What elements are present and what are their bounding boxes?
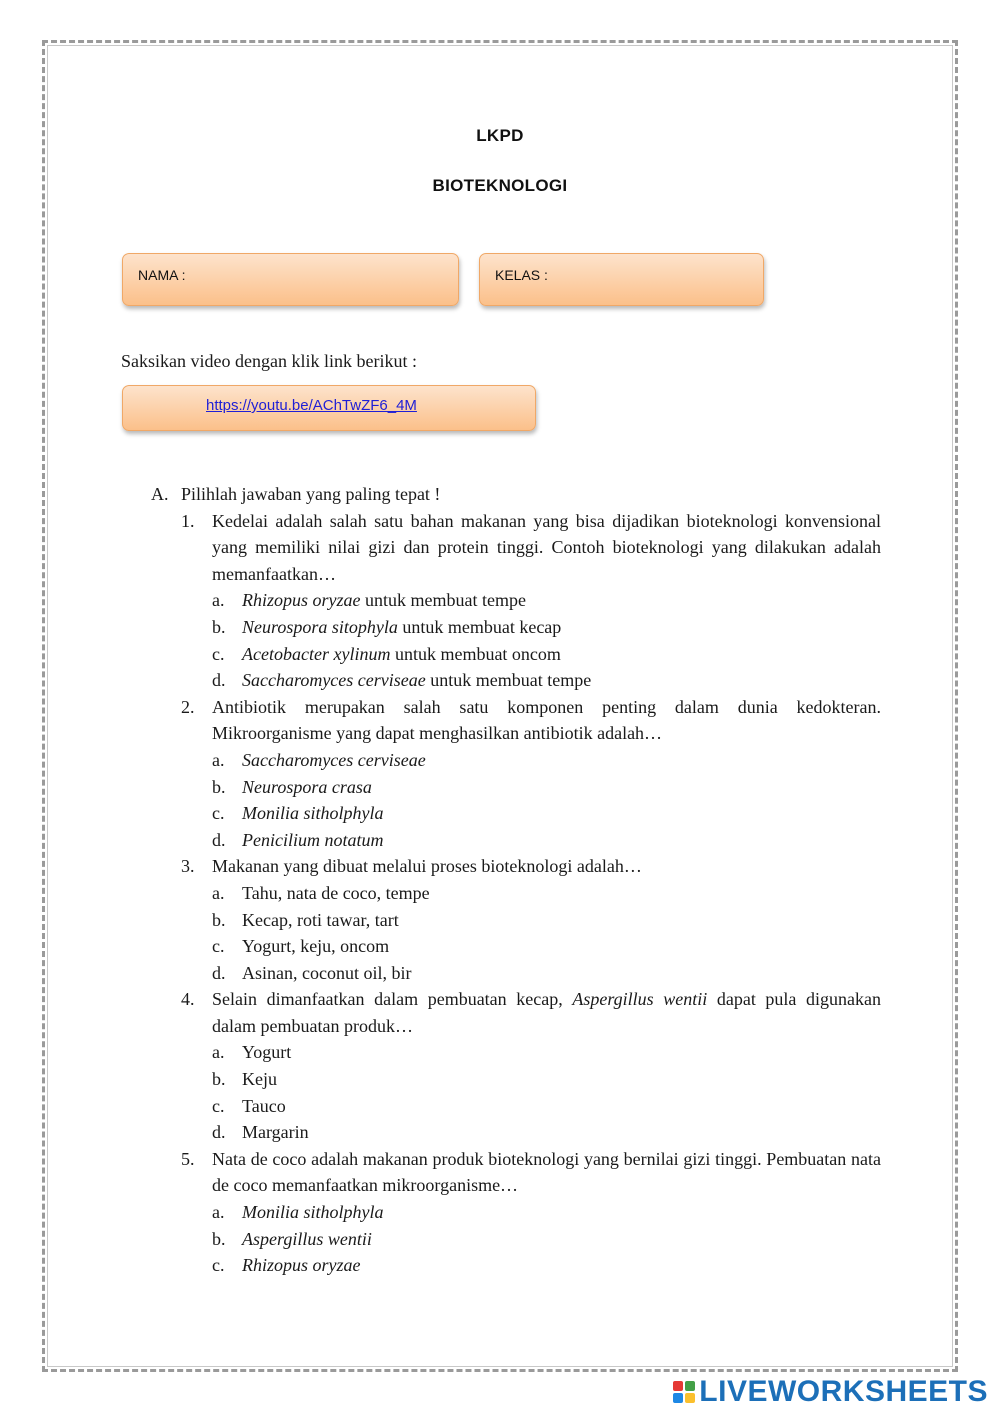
- logo-square-green: [685, 1381, 695, 1391]
- question-text: Selain dimanfaatkan dalam pembuatan kecap,: [212, 989, 573, 1010]
- option-sci-name: Acetobacter xylinum: [242, 643, 391, 664]
- option-text: Keju: [242, 1069, 277, 1090]
- option-sci-name: Saccharomyces cerviseae: [242, 749, 426, 770]
- intro-text: Saksikan video dengan klik link berikut :: [121, 351, 417, 371]
- option-letter: b.: [212, 1069, 226, 1090]
- option-letter: b.: [212, 1228, 226, 1249]
- option-1a[interactable]: [151, 587, 881, 614]
- question-list: [151, 481, 881, 1279]
- option-3d[interactable]: [151, 960, 881, 987]
- option-letter: c.: [212, 1095, 225, 1116]
- option-letter: a.: [212, 590, 225, 611]
- question-number: 2.: [181, 696, 195, 717]
- option-letter: c.: [212, 643, 225, 664]
- option-1d[interactable]: [151, 667, 881, 694]
- question-5: [151, 1146, 881, 1199]
- option-letter: d.: [212, 962, 226, 983]
- option-sci-name: Aspergillus wentii: [242, 1228, 372, 1249]
- question-number: 1.: [181, 510, 195, 531]
- question-text: Nata de coco adalah makanan produk bioteknologi yang bernilai gizi tinggi. Pembuatan nata de coco memanfaatkan mikroorganisme…: [212, 1148, 881, 1196]
- option-letter: d.: [212, 670, 226, 691]
- doc-subtitle: BIOTEKNOLOGI: [432, 176, 568, 195]
- section-instruction: Pilihlah jawaban yang paling tepat !: [181, 484, 441, 504]
- option-5b[interactable]: [151, 1226, 881, 1253]
- option-letter: c.: [212, 936, 225, 957]
- option-2a[interactable]: [151, 747, 881, 774]
- option-4b[interactable]: [151, 1066, 881, 1093]
- option-text: Tahu, nata de coco, tempe: [242, 882, 430, 903]
- option-text: Asinan, coconut oil, bir: [242, 962, 412, 983]
- liveworksheets-icon: [673, 1381, 695, 1403]
- option-text: Kecap, roti tawar, tart: [242, 909, 399, 930]
- name-field[interactable]: [122, 253, 459, 306]
- question-3: [151, 853, 881, 880]
- option-sci-name: Neurospora sitophyla: [242, 616, 398, 637]
- option-letter: b.: [212, 776, 226, 797]
- question-text: Kedelai adalah salah satu bahan makanan yang bisa dijadikan bioteknologi konvensional yang memiliki nilai gizi dan protein tinggi. Contoh bioteknologi yang dilakukan adalah memanfaatkan…: [212, 510, 881, 584]
- question-sci-name: Aspergillus wentii: [572, 989, 708, 1010]
- option-sci-name: Neurospora crasa: [242, 776, 372, 797]
- liveworksheets-logo: [673, 1372, 988, 1412]
- option-sci-name: Rhizopus oryzae: [242, 590, 361, 611]
- option-letter: a.: [212, 1042, 225, 1063]
- option-5c[interactable]: [151, 1252, 881, 1279]
- option-letter: b.: [212, 616, 226, 637]
- logo-square-red: [673, 1381, 683, 1391]
- option-letter: c.: [212, 803, 225, 824]
- option-sci-name: Monilia sitholphyla: [242, 803, 384, 824]
- option-letter: a.: [212, 749, 225, 770]
- option-3b[interactable]: [151, 907, 881, 934]
- option-letter: d.: [212, 829, 226, 850]
- option-letter: d.: [212, 1122, 226, 1143]
- option-letter: c.: [212, 1255, 225, 1276]
- option-2b[interactable]: [151, 774, 881, 801]
- option-sci-name: Saccharomyces cerviseae: [242, 670, 426, 691]
- option-4a[interactable]: [151, 1039, 881, 1066]
- doc-title: LKPD: [476, 126, 524, 145]
- option-letter: a.: [212, 882, 225, 903]
- question-1: [151, 508, 881, 588]
- option-4d[interactable]: [151, 1119, 881, 1146]
- option-1c[interactable]: [151, 641, 881, 668]
- option-2d[interactable]: [151, 827, 881, 854]
- question-2: [151, 694, 881, 747]
- class-label: KELAS :: [495, 267, 548, 283]
- option-text: Yogurt, keju, oncom: [242, 936, 390, 957]
- video-link[interactable]: https://youtu.be/AChTwZF6_4M: [206, 397, 417, 414]
- option-text: Tauco: [242, 1095, 286, 1116]
- option-3c[interactable]: [151, 933, 881, 960]
- option-letter: a.: [212, 1202, 225, 1223]
- option-text: untuk membuat oncom: [390, 643, 561, 664]
- class-field[interactable]: [479, 253, 764, 306]
- option-2c[interactable]: [151, 800, 881, 827]
- question-number: 4.: [181, 989, 195, 1010]
- logo-square-yellow: [685, 1393, 695, 1403]
- section-marker: A.: [151, 484, 169, 504]
- question-number: 3.: [181, 856, 195, 877]
- name-label: NAMA :: [138, 267, 186, 283]
- option-text: untuk membuat tempe: [425, 670, 592, 691]
- question-text-end: dapat pula digunakan dalam pembuatan produk…: [212, 989, 881, 1036]
- option-5a[interactable]: [151, 1199, 881, 1226]
- option-letter: b.: [212, 909, 226, 930]
- question-text: Makanan yang dibuat melalui proses bioteknologi adalah…: [212, 856, 642, 877]
- option-4c[interactable]: [151, 1093, 881, 1120]
- logo-square-blue: [673, 1393, 683, 1403]
- section-heading: [151, 481, 881, 508]
- option-sci-name: Rhizopus oryzae: [242, 1255, 361, 1276]
- question-text: Antibiotik merupakan salah satu komponen penting dalam dunia kedokteran. Mikroorganisme yang dapat menghasilkan antibiotik adalah…: [212, 696, 881, 744]
- question-4: [151, 986, 881, 1039]
- option-sci-name: Monilia sitholphyla: [242, 1202, 384, 1223]
- brand-name: LIVEWORKSHEETS: [699, 1375, 988, 1408]
- option-sci-name: Penicilium notatum: [242, 829, 384, 850]
- option-text: Yogurt: [242, 1042, 292, 1063]
- option-text: untuk membuat kecap: [397, 616, 562, 637]
- option-1b[interactable]: [151, 614, 881, 641]
- option-3a[interactable]: [151, 880, 881, 907]
- video-link-box: [122, 385, 536, 431]
- option-text: Margarin: [242, 1122, 309, 1143]
- option-text: untuk membuat tempe: [360, 590, 526, 611]
- question-number: 5.: [181, 1148, 195, 1169]
